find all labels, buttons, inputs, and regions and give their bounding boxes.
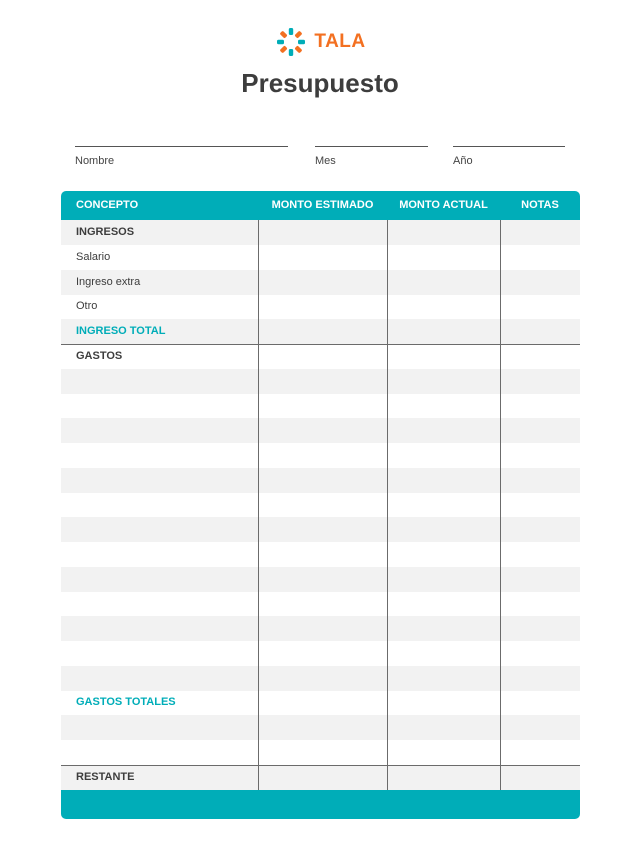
table-body <box>61 220 580 790</box>
nombre-line <box>75 146 288 147</box>
header-concepto: CONCEPTO <box>76 199 139 211</box>
column-divider <box>500 220 501 790</box>
table-row[interactable] <box>61 443 580 468</box>
header-monto-estimado: MONTO ESTIMADO <box>271 199 374 211</box>
nombre-label: Nombre <box>75 155 115 167</box>
row-label: INGRESOS <box>76 226 135 238</box>
table-row[interactable] <box>61 567 580 592</box>
column-divider <box>258 220 259 790</box>
mes-field[interactable] <box>315 146 428 167</box>
row-label: GASTOS TOTALES <box>76 696 176 709</box>
row-label: Salario <box>76 250 111 263</box>
table-row[interactable] <box>61 666 580 691</box>
header-monto-actual: MONTO ACTUAL <box>399 199 488 211</box>
header-notas: NOTAS <box>521 199 559 211</box>
table-header <box>61 191 580 220</box>
budget-table <box>61 191 580 819</box>
nombre-field[interactable] <box>75 146 288 167</box>
table-row[interactable] <box>61 220 580 245</box>
section-divider <box>61 344 580 345</box>
row-label: RESTANTE <box>76 770 135 783</box>
table-row[interactable] <box>61 616 580 641</box>
table-row[interactable] <box>61 542 580 567</box>
table-row[interactable] <box>61 294 580 319</box>
row-label: GASTOS <box>76 349 123 362</box>
brand-logo <box>0 25 640 59</box>
table-row[interactable] <box>61 270 580 295</box>
tala-star-icon <box>274 25 308 59</box>
table-row[interactable] <box>61 393 580 418</box>
table-row[interactable] <box>61 690 580 715</box>
page-title: Presupuesto <box>241 68 399 98</box>
table-row[interactable] <box>61 765 580 790</box>
section-divider <box>61 765 580 766</box>
table-row[interactable] <box>61 591 580 616</box>
brand-name: TALA <box>314 31 366 52</box>
table-row[interactable] <box>61 492 580 517</box>
table-row[interactable] <box>61 517 580 542</box>
column-divider <box>387 220 388 790</box>
table-row[interactable] <box>61 715 580 740</box>
table-row[interactable] <box>61 245 580 270</box>
table-row[interactable] <box>61 369 580 394</box>
table-footer-band <box>61 790 580 819</box>
table-row[interactable] <box>61 468 580 493</box>
ano-field[interactable] <box>453 146 565 167</box>
mes-label: Mes <box>315 155 336 167</box>
table-row[interactable] <box>61 344 580 369</box>
ano-label: Año <box>453 155 473 167</box>
table-row[interactable] <box>61 319 580 344</box>
mes-line <box>315 146 428 147</box>
table-row[interactable] <box>61 740 580 765</box>
row-label: Ingreso extra <box>76 275 141 288</box>
row-label: INGRESO TOTAL <box>76 325 166 337</box>
ano-line <box>453 146 565 147</box>
row-label: Otro <box>76 300 98 313</box>
table-row[interactable] <box>61 418 580 443</box>
table-row[interactable] <box>61 641 580 666</box>
